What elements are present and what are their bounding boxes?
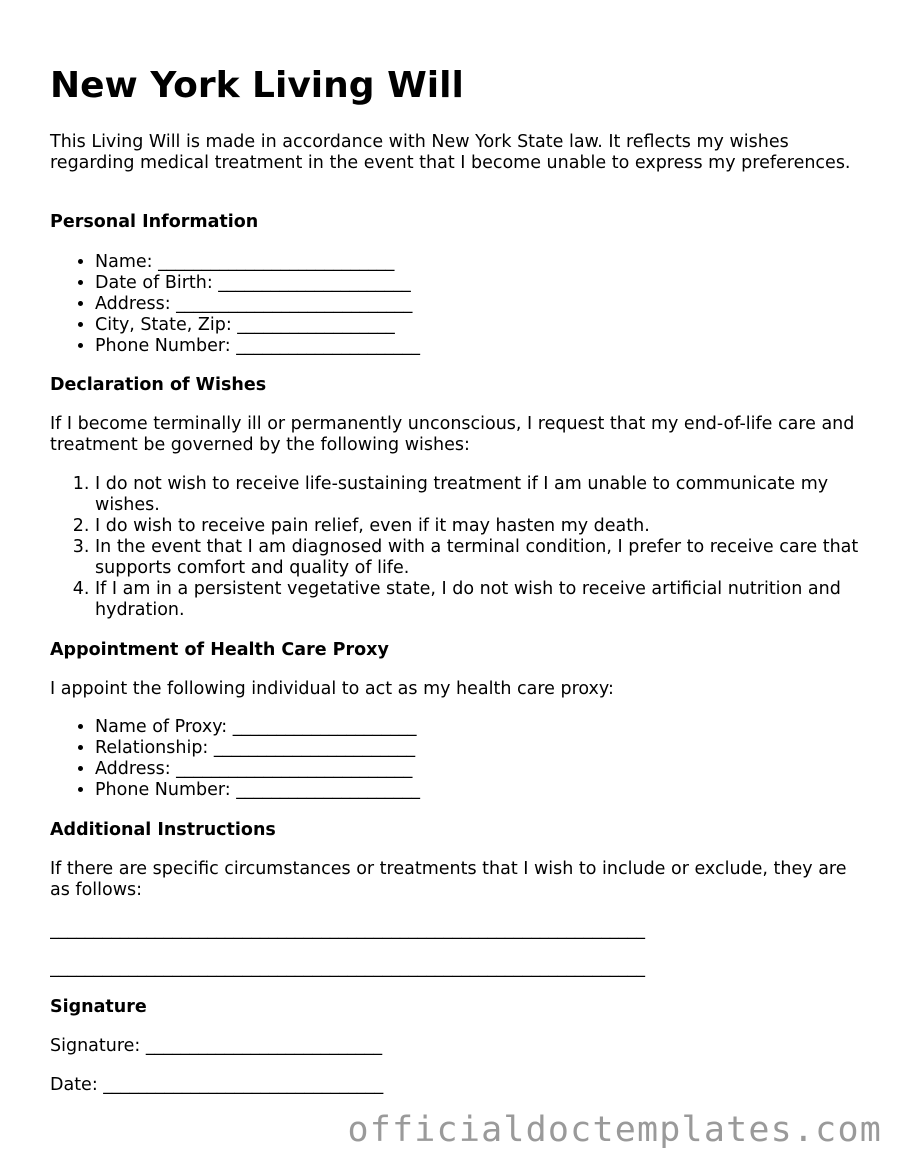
additional-intro-text: If there are specific circumstances or treatments that I wish to include or exclude, they are as follows:	[50, 859, 847, 900]
list-item: • Date of Birth: ______________________	[95, 273, 860, 294]
list-item: • Address: ___________________________	[95, 759, 860, 780]
declaration-heading: Declaration of Wishes	[50, 375, 267, 395]
declaration-intro	[50, 414, 860, 456]
list-item: 3. In the event that I am diagnosed with a terminal condition, I prefer to receive care that supports comfort and quality of life.	[95, 537, 860, 579]
blank-line: ____________________________________________________________________	[50, 958, 645, 978]
signature-line	[50, 1036, 860, 1057]
proxy-heading: Appointment of Health Care Proxy	[50, 640, 389, 660]
list-item: • Phone Number: _____________________	[95, 780, 860, 801]
blank-line: ____________________________________________________________________	[50, 920, 645, 940]
additional-line-2	[50, 958, 860, 979]
signature-heading: Signature	[50, 997, 147, 1017]
list-item: 1. I do not wish to receive life-sustaining treatment if I am unable to communicate my wishes.	[95, 474, 860, 516]
intro-paragraph	[50, 132, 860, 174]
list-item: • Address: ___________________________	[95, 294, 860, 315]
additional-line-1	[50, 920, 860, 941]
document-title: New York Living Will	[50, 65, 464, 106]
personal-info-list	[50, 252, 860, 357]
list-item: • City, State, Zip: __________________	[95, 315, 860, 336]
additional-heading: Additional Instructions	[50, 820, 276, 840]
proxy-list	[50, 717, 860, 801]
proxy-intro-text: I appoint the following individual to act as my health care proxy:	[50, 679, 614, 699]
watermark: officialdoctemplates.com	[347, 1110, 882, 1150]
list-item: • Name of Proxy: _____________________	[95, 717, 860, 738]
list-item: • Relationship: _______________________	[95, 738, 860, 759]
signature-field: Signature: ___________________________	[50, 1036, 383, 1056]
list-item: 4. If I am in a persistent vegetative state, I do not wish to receive artificial nutrition and hydration.	[95, 579, 860, 621]
declaration-intro-text: If I become terminally ill or permanently unconscious, I request that my end-of-life care and treatment be governed by the following wishes:	[50, 414, 855, 455]
personal-info-heading: Personal Information	[50, 212, 259, 232]
date-field: Date: ________________________________	[50, 1075, 384, 1095]
intro-text: This Living Will is made in accordance with New York State law. It reflects my wishes regarding medical treatment in the event that I become unable to express my preferences.	[50, 132, 851, 173]
proxy-intro	[50, 679, 860, 700]
list-item: 2. I do wish to receive pain relief, even if it may hasten my death.	[95, 516, 860, 537]
list-item: • Name: ___________________________	[95, 252, 860, 273]
date-line	[50, 1075, 860, 1096]
declaration-list	[50, 474, 860, 621]
list-item: • Phone Number: _____________________	[95, 336, 860, 357]
additional-intro	[50, 859, 860, 901]
